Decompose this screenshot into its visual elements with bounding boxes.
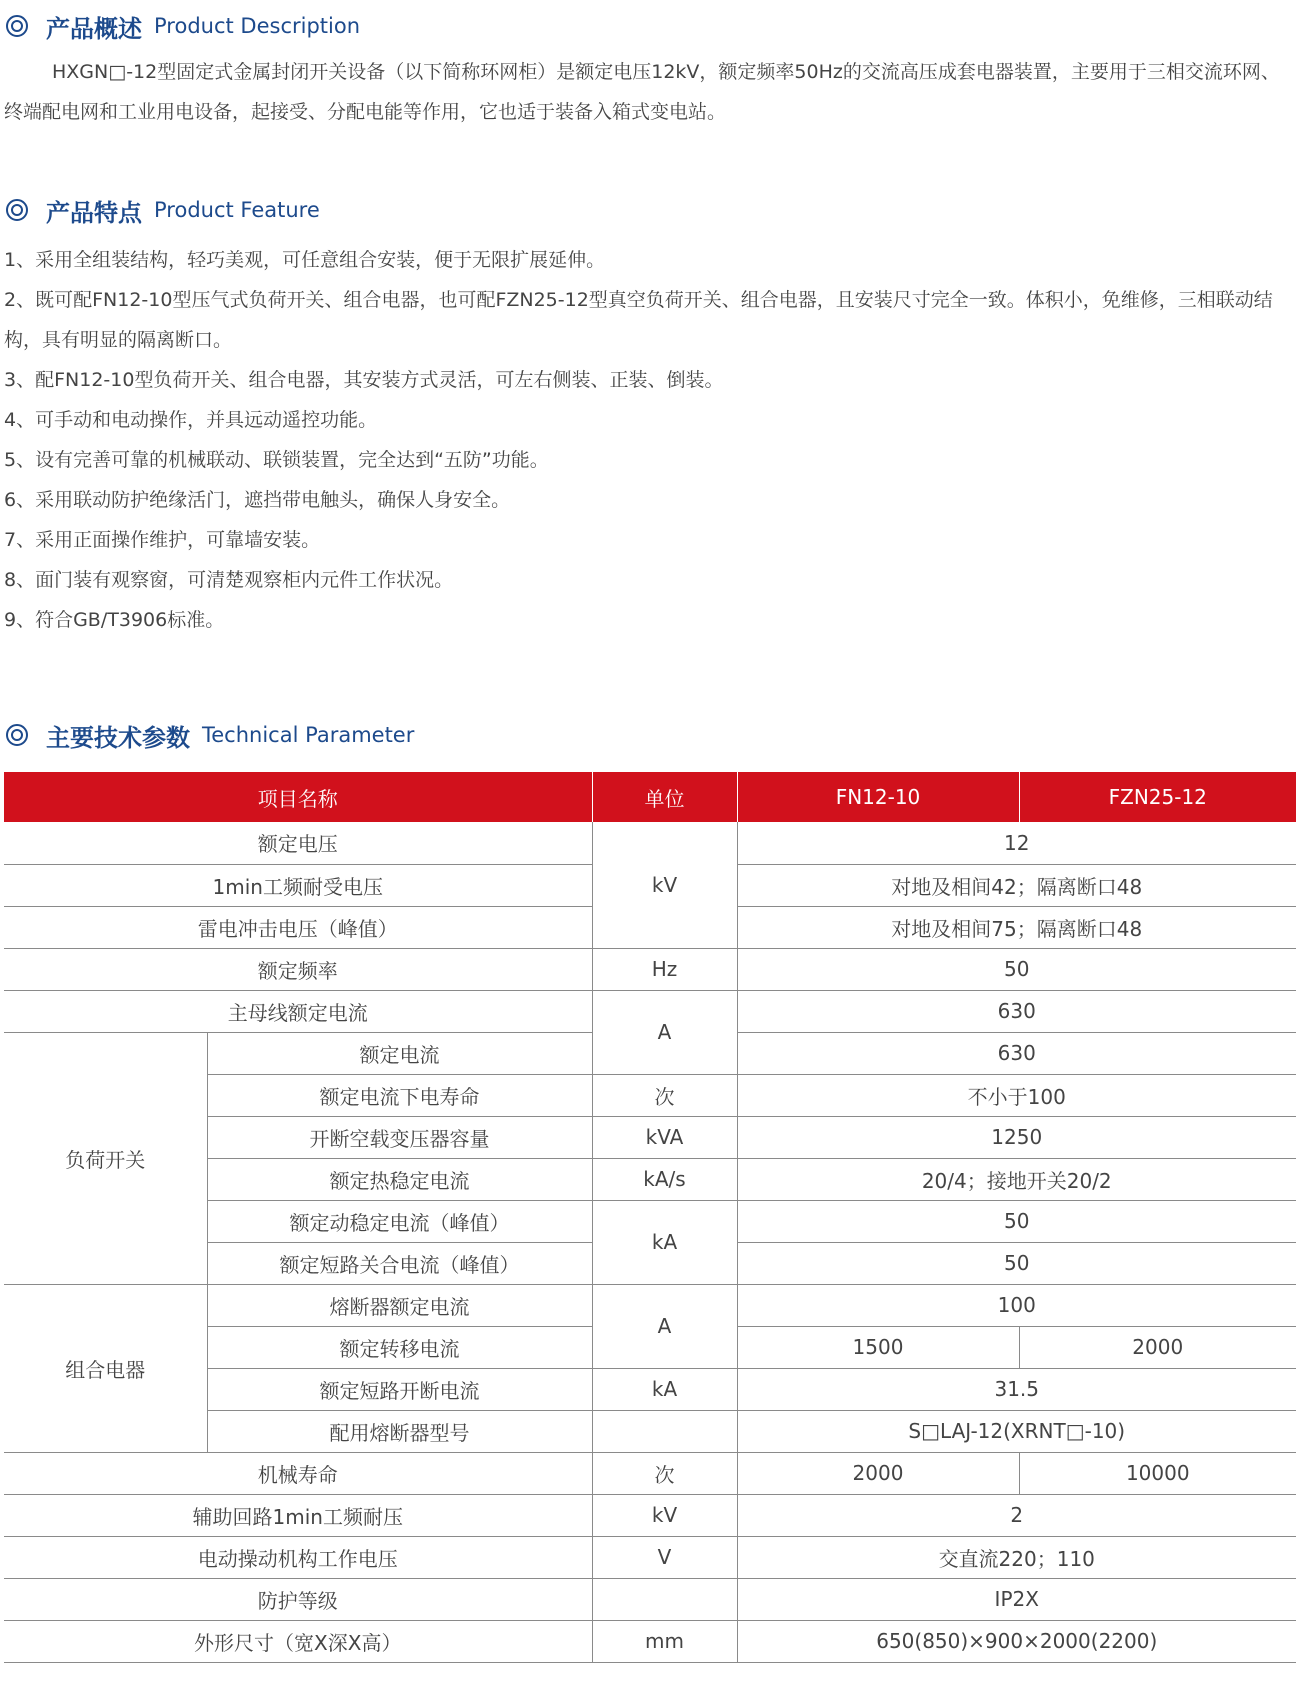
feature-item: 2、既可配FN12-10型压气式负荷开关、组合电器，也可配FZN25-12型真空负荷开关、组合电器，且安装尺寸完全一致。体积小，免维修，三相联动结构，具有明显的隔离断口。 — [4, 289, 1273, 351]
param-unit: 次 — [592, 1074, 737, 1116]
param-value: IP2X — [737, 1578, 1296, 1620]
feature-item: 9、符合GB/T3906标准。 — [4, 609, 225, 631]
param-value-fn12: 2000 — [737, 1452, 1019, 1494]
header-item-name: 项目名称 — [4, 772, 592, 822]
param-value: 50 — [737, 1200, 1296, 1242]
param-value: S□LAJ-12(XRNT□-10) — [737, 1410, 1296, 1452]
section-description-heading — [6, 6, 360, 46]
param-unit: kV — [592, 1494, 737, 1536]
param-name: 开断空载变压器容量 — [207, 1116, 592, 1158]
table-row — [4, 1494, 1296, 1536]
param-name: 熔断器额定电流 — [207, 1284, 592, 1326]
table-row — [4, 1452, 1296, 1494]
description-paragraph: HXGN□-12型固定式金属封闭开关设备（以下简称环网柜）是额定电压12kV，额定频率50Hz的交流高压成套电器装置，主要用于三相交流环网、终端配电网和工业用电设备，起接受、分配电能等作用，它也适于装备入箱式变电站。 — [4, 61, 1280, 123]
table-row — [4, 1578, 1296, 1620]
param-value: 2 — [737, 1494, 1296, 1536]
target-circle-icon — [6, 15, 28, 37]
target-circle-icon — [6, 199, 28, 221]
heading-en: Product Description — [154, 14, 361, 38]
param-name: 额定电流下电寿命 — [207, 1074, 592, 1116]
table-row — [4, 822, 1296, 864]
table-row — [4, 1620, 1296, 1662]
feature-item: 4、可手动和电动操作，并具远动遥控功能。 — [4, 409, 378, 431]
param-value: 对地及相间75；隔离断口48 — [737, 906, 1296, 948]
param-unit: mm — [592, 1620, 737, 1662]
feature-list — [4, 240, 1296, 640]
param-value: 20/4；接地开关20/2 — [737, 1158, 1296, 1200]
param-name: 主母线额定电流 — [4, 990, 592, 1032]
param-unit — [592, 1410, 737, 1452]
table-row — [4, 948, 1296, 990]
header-fzn25: FZN25-12 — [1019, 772, 1296, 822]
param-value: 12 — [737, 822, 1296, 864]
param-name: 额定电压 — [4, 822, 592, 864]
param-name: 额定热稳定电流 — [207, 1158, 592, 1200]
param-unit: kA — [592, 1200, 737, 1284]
heading-en: Product Feature — [154, 198, 320, 222]
param-name: 雷电冲击电压（峰值） — [4, 906, 592, 948]
param-unit: 次 — [592, 1452, 737, 1494]
param-name: 配用熔断器型号 — [207, 1410, 592, 1452]
param-value: 1250 — [737, 1116, 1296, 1158]
param-name: 辅助回路1min工频耐压 — [4, 1494, 592, 1536]
section-feature-heading — [6, 190, 320, 230]
param-unit: Hz — [592, 948, 737, 990]
param-value: 对地及相间42；隔离断口48 — [737, 864, 1296, 906]
param-value: 50 — [737, 1242, 1296, 1284]
table-row — [4, 1536, 1296, 1578]
param-value: 交直流220；110 — [737, 1536, 1296, 1578]
param-value: 630 — [737, 990, 1296, 1032]
param-value: 31.5 — [737, 1368, 1296, 1410]
param-value-fn12: 1500 — [737, 1326, 1019, 1368]
param-unit: V — [592, 1536, 737, 1578]
param-name: 额定频率 — [4, 948, 592, 990]
header-unit: 单位 — [592, 772, 737, 822]
feature-item: 5、设有完善可靠的机械联动、联锁装置，完全达到“五防”功能。 — [4, 449, 549, 471]
param-value: 630 — [737, 1032, 1296, 1074]
heading-cn: 产品特点 — [46, 198, 142, 227]
param-unit: kA — [592, 1368, 737, 1410]
heading-en: Technical Parameter — [202, 723, 415, 747]
feature-item: 7、采用正面操作维护，可靠墙安装。 — [4, 529, 321, 551]
param-name: 机械寿命 — [4, 1452, 592, 1494]
feature-item: 8、面门装有观察窗，可清楚观察柜内元件工作状况。 — [4, 569, 454, 591]
param-value: 100 — [737, 1284, 1296, 1326]
param-unit: kVA — [592, 1116, 737, 1158]
param-value: 650(850)×900×2000(2200) — [737, 1620, 1296, 1662]
section-parameter-heading — [6, 715, 414, 755]
param-name: 防护等级 — [4, 1578, 592, 1620]
param-value-fzn25: 10000 — [1019, 1452, 1296, 1494]
param-unit: kV — [592, 822, 737, 948]
param-value: 50 — [737, 948, 1296, 990]
param-unit: A — [592, 1284, 737, 1368]
table-header-row — [4, 772, 1296, 822]
param-name: 额定转移电流 — [207, 1326, 592, 1368]
target-circle-icon — [6, 724, 28, 746]
param-unit — [592, 1578, 737, 1620]
param-unit: kA/s — [592, 1158, 737, 1200]
feature-item: 3、配FN12-10型负荷开关、组合电器，其安装方式灵活，可左右侧装、正装、倒装。 — [4, 369, 724, 391]
param-name: 额定电流 — [207, 1032, 592, 1074]
feature-item: 6、采用联动防护绝缘活门，遮挡带电触头，确保人身安全。 — [4, 489, 511, 511]
heading-cn: 主要技术参数 — [46, 723, 190, 752]
table-row — [4, 1284, 1296, 1326]
param-value-fzn25: 2000 — [1019, 1326, 1296, 1368]
param-name: 额定动稳定电流（峰值） — [207, 1200, 592, 1242]
param-name: 额定短路关合电流（峰值） — [207, 1242, 592, 1284]
param-name: 额定短路开断电流 — [207, 1368, 592, 1410]
param-value: 不小于100 — [737, 1074, 1296, 1116]
header-fn12: FN12-10 — [737, 772, 1019, 822]
param-name: 电动操动机构工作电压 — [4, 1536, 592, 1578]
table-row — [4, 990, 1296, 1032]
group-combination: 组合电器 — [4, 1284, 207, 1452]
technical-parameter-table — [4, 772, 1296, 1663]
heading-cn: 产品概述 — [46, 14, 142, 43]
feature-item: 1、采用全组装结构，轻巧美观，可任意组合安装，便于无限扩展延伸。 — [4, 249, 606, 271]
param-name: 1min工频耐受电压 — [4, 864, 592, 906]
group-load-switch: 负荷开关 — [4, 1032, 207, 1284]
param-unit: A — [592, 990, 737, 1074]
param-name: 外形尺寸（宽X深X高） — [4, 1620, 592, 1662]
